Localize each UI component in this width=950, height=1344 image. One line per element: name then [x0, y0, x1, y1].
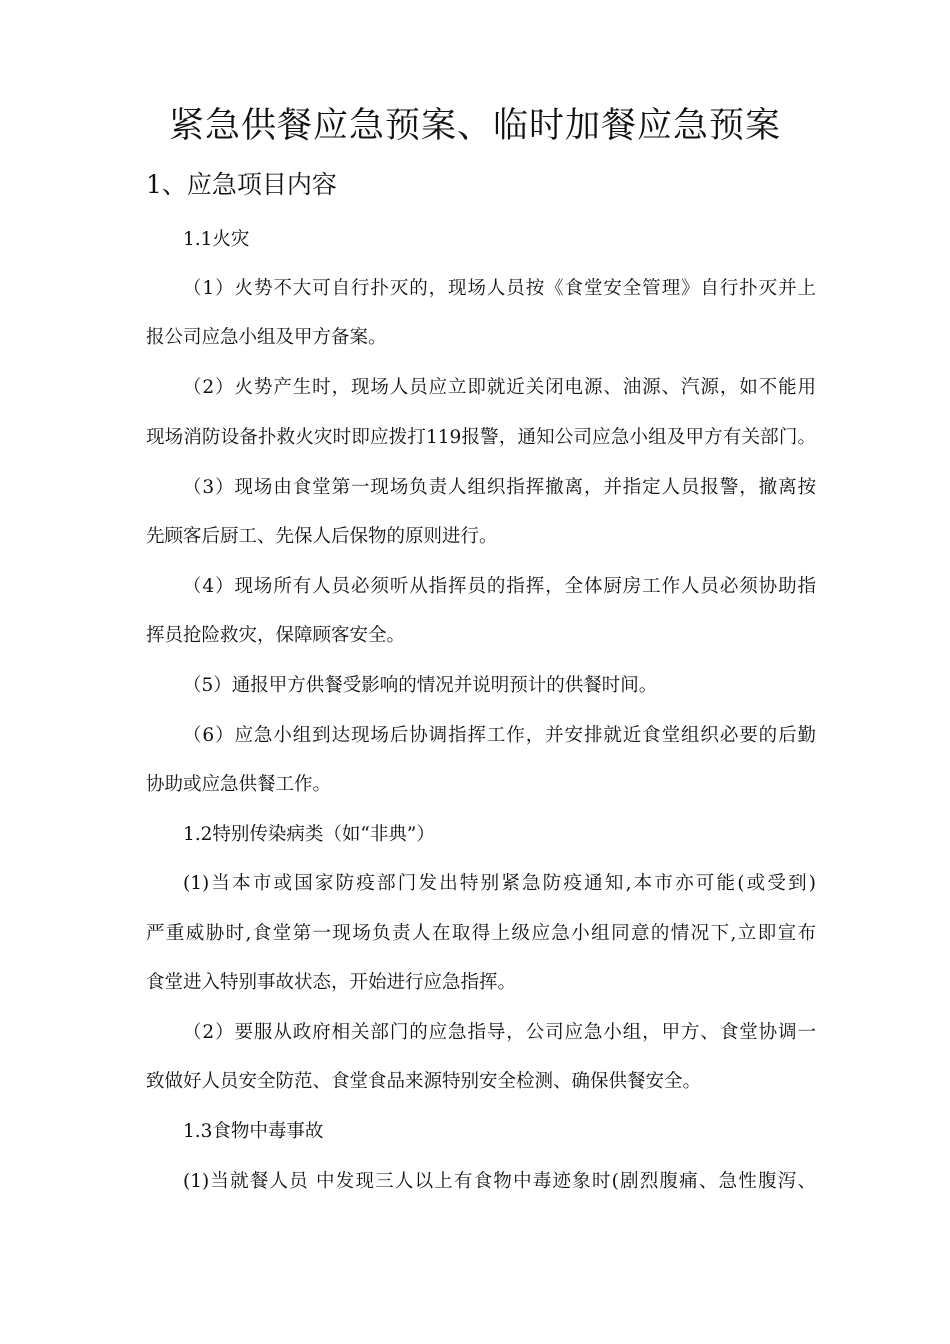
paragraph-line: 食堂进入特别事故状态，开始进行应急指挥。 — [146, 972, 517, 993]
subsection-heading: 1.2特别传染病类（如“非典”） — [183, 824, 435, 845]
paragraph-line: 挥员抢险救灾，保障顾客安全。 — [146, 625, 406, 646]
paragraph-line: 致做好人员安全防范、食堂食品来源特别安全检测、确保供餐安全。 — [146, 1071, 702, 1092]
paragraph-line: 先顾客后厨工、先保人后保物的原则进行。 — [146, 526, 498, 547]
paragraph-line: 协助或应急供餐工作。 — [146, 774, 332, 795]
paragraph-line: （2）要服从政府相关部门的应急指导，公司应急小组，甲方、食堂协调一 — [183, 1022, 816, 1043]
section-heading: 1、应急项目内容 — [146, 170, 337, 199]
document-title: 紧急供餐应急预案、临时加餐应急预案 — [168, 106, 781, 146]
subsection-heading: 1.3食物中毒事故 — [183, 1121, 324, 1142]
paragraph-line: （5）通报甲方供餐受影响的情况并说明预计的供餐时间。 — [183, 675, 658, 696]
subsection-heading: 1.1火灾 — [183, 229, 250, 250]
paragraph-line: (1)当就餐人员 中发现三人以上有食物中毒迹象时(剧烈腹痛、急性腹泻、 — [183, 1171, 816, 1192]
paragraph-line: 报公司应急小组及甲方备案。 — [146, 327, 387, 348]
paragraph-line: （3）现场由食堂第一现场负责人组织指挥撤离，并指定人员报警，撤离按 — [183, 477, 816, 498]
paragraph-line: （4）现场所有人员必须听从指挥员的指挥，全体厨房工作人员必须协助指 — [183, 576, 816, 597]
paragraph-line: 现场消防设备扑救火灾时即应拨打119报警，通知公司应急小组及甲方有关部门。 — [146, 427, 816, 448]
paragraph-line: (1)当本市或国家防疫部门发出特别紧急防疫通知,本市亦可能(或受到) — [183, 873, 816, 894]
paragraph-line: 严重威胁时,食堂第一现场负责人在取得上级应急小组同意的情况下,立即宣布 — [146, 923, 816, 944]
paragraph-line: （6）应急小组到达现场后协调指挥工作，并安排就近食堂组织必要的后勤 — [183, 725, 816, 746]
paragraph-line: （1）火势不大可自行扑灭的，现场人员按《食堂安全管理》自行扑灭并上 — [183, 278, 816, 299]
paragraph-line: （2）火势产生时，现场人员应立即就近关闭电源、油源、汽源，如不能用 — [183, 377, 816, 398]
